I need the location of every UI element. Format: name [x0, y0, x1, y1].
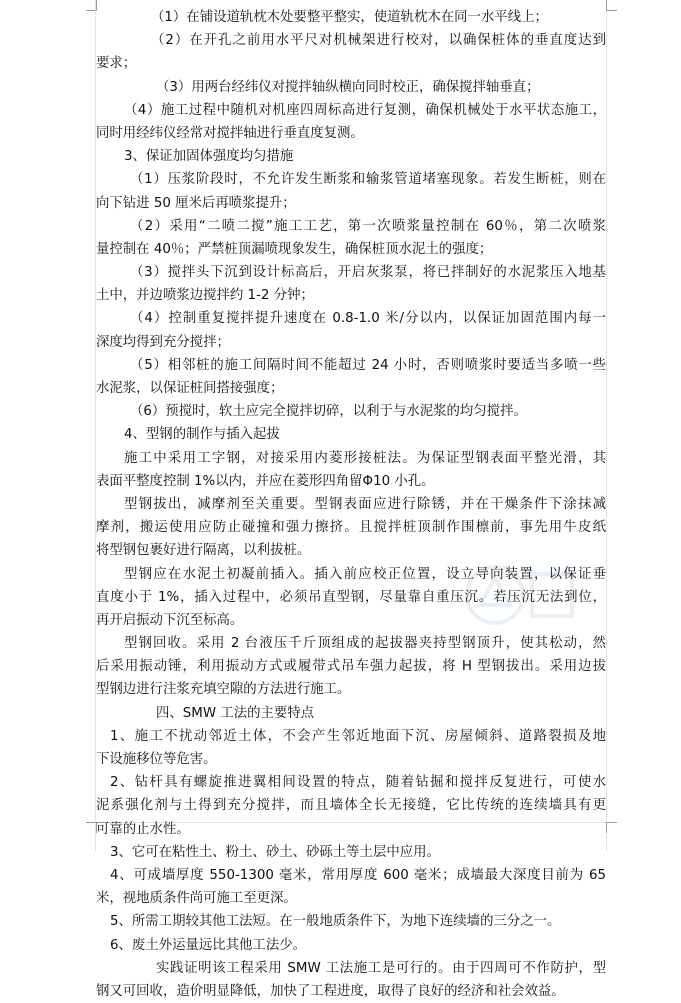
text-line: 下设施移位等危害。	[96, 752, 217, 767]
text-line: （1）在铺设道轨枕木处要整平整实，使道轨枕木在同一水平线上；	[151, 10, 548, 25]
text-line: （2）在开孔之前用水平尺对机械架进行校对，以确保桩体的垂直度达到	[151, 33, 606, 49]
text-line: 将型钢包裹好进行隔离，以利拔桩。	[96, 543, 311, 559]
top-right-crop-mark	[606, 0, 617, 11]
text-line: 5、所需工期较其他工法短。在一般地质条件下，为地下连续墙的三分之一。	[110, 914, 561, 930]
text-line: 土中，并边喷浆边搅拌约 1-2 分钟；	[96, 288, 314, 304]
section-heading: 3、保证加固体强度均匀措施	[124, 149, 294, 165]
text-line: 4、可成墙厚度 550-1300 毫米，常用厚度 600 毫米；成墙最大深度目前为 65	[110, 867, 606, 883]
text-line: 型钢拔出，减摩剂至关重要。型钢表面应进行除锈，并在干燥条件下涂抹减	[124, 496, 606, 512]
text-line: 实践证明该工程采用 SMW 工法施工是可行的。由于四周可不作防护，型	[156, 960, 606, 976]
text-line: （6）预搅时，软土应完全搅拌切碎，以利于与水泥浆的均匀搅拌。	[130, 404, 527, 420]
text-line: （3）用两台经纬仪对搅拌轴纵横向同时校正，确保搅拌轴垂直；	[156, 79, 540, 95]
text-line: 3、它可在粘性土、粉土、砂土、砂砾土等土层中应用。	[110, 844, 440, 860]
text-line: 米，视地质条件尚可施工至更深。	[96, 891, 297, 907]
document-body	[96, 6, 606, 1003]
text-line: 再开启振动下沉至标高。	[96, 612, 244, 628]
text-line: 深度均得到充分搅拌；	[96, 334, 230, 350]
text-line: 型钢边进行注浆充填空隙的方法进行施工。	[96, 682, 351, 698]
text-line: （5）相邻桩的施工间隔时间不能超过 24 小时，否则喷浆时要适当多喷一些	[130, 357, 606, 373]
text-line: 泥系强化剂与土得到充分搅拌，而且墙体全长无接缝，它比传统的连续墙具有更	[96, 798, 606, 814]
text-line: 钢又可回收，造价明显降低，加快了工程进度，取得了良好的经济和社会效益。	[96, 983, 565, 999]
text-line: （3）搅拌头下沉到设计标高后，开启灰浆泵，将已拌制好的水泥浆压入地基	[130, 265, 606, 281]
text-line: 1、施工不扰动邻近土体，不会产生邻近地面下沉、房屋倾斜、道路裂损及地	[110, 728, 606, 744]
text-line: （2）采用“二喷二搅”施工工艺，第一次喷浆量控制在 60％，第二次喷浆	[130, 218, 606, 234]
text-line: 型钢应在水泥土初凝前插入。插入前应校正位置，设立导向装置，以保证垂	[124, 566, 606, 582]
text-line: 同时用经纬仪经常对搅拌轴进行垂直度复测。	[96, 125, 364, 141]
section-heading: 四、SMW 工法的主要特点	[156, 705, 315, 721]
text-line: 型钢回收。采用 2 台液压千斤顶组成的起拔器夹持型钢顶升，使其松动，然	[124, 636, 606, 652]
text-line: 水泥浆，以保证桩间搭接强度；	[96, 381, 284, 396]
text-line: 2、钻杆具有螺旋推进翼相间设置的特点，随着钻掘和搅拌反复进行，可使水	[110, 775, 606, 791]
text-line: 量控制在 40％；严禁桩顶漏喷现象发生，确保桩顶水泥土的强度；	[96, 241, 493, 257]
text-line: 向下钻进 50 厘米后再喷浆提升；	[96, 195, 296, 211]
text-line: 表面平整度控制 1%以内，并应在菱形四角留Φ10 小孔。	[96, 473, 435, 489]
text-line: 6、废土外运量远比其他工法少。	[110, 937, 306, 953]
right-margin-guide	[606, 0, 607, 851]
text-line: 可靠的止水性。	[96, 821, 190, 837]
text-line: （1）压浆阶段时，不允许发生断浆和输浆管道堵塞现象。若发生断桩，则在	[130, 172, 606, 188]
bottom-right-crop-mark	[606, 822, 617, 833]
text-line: （4）施工过程中随机对机座四周标高进行复测，确保机械处于水平状态施工，	[124, 102, 606, 118]
text-line: 施工中采用工字钢，对接采用内菱形接桩法。为保证型钢表面平整光滑，其	[124, 450, 606, 466]
text-line: 摩剂，搬运使用应防止碰撞和强力擦挤。且搅拌桩顶制作围檩前，事先用牛皮纸	[96, 520, 606, 536]
text-line: 要求；	[96, 56, 137, 72]
section-heading: 4、型钢的制作与插入起拔	[124, 427, 280, 443]
text-line: 后采用振动锤，利用振动方式或履带式吊车强力起拔，将 H 型钢拔出。采用边拔	[96, 659, 606, 675]
text-line: （4）控制重复搅拌提升速度在 0.8-1.0 米/分以内，以保证加固范围内每一	[130, 311, 606, 327]
text-line: 直度小于 1%，插入过程中，必须吊直型钢，尽量靠自重压沉。若压沉无法到位，	[96, 589, 606, 605]
